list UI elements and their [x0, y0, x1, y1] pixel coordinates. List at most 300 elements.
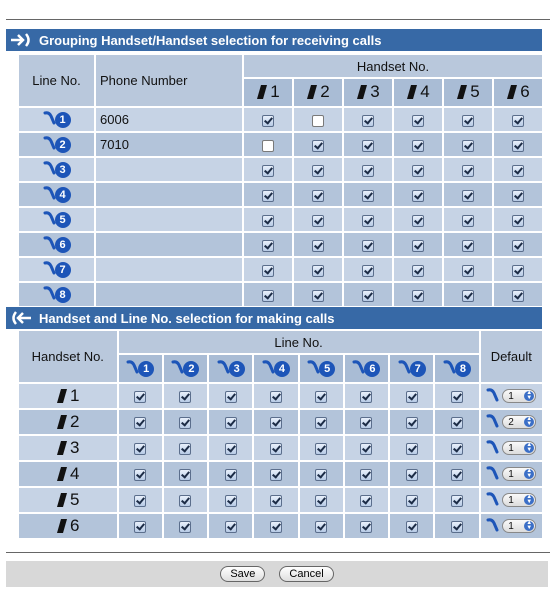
checkbox[interactable] — [462, 240, 474, 252]
check-cell — [344, 258, 392, 281]
check-cell — [209, 514, 252, 538]
check-cell — [444, 208, 492, 231]
line-number-badge: 1 — [55, 112, 71, 128]
checkbox[interactable] — [451, 417, 463, 429]
check-cell — [119, 436, 162, 460]
line-column-2 — [164, 355, 207, 382]
handset-number: 3 — [370, 82, 380, 101]
line-number-badge: 6 — [364, 361, 380, 377]
line-label — [171, 359, 199, 378]
checkbox[interactable] — [225, 495, 237, 507]
table-row — [19, 462, 542, 486]
line-label — [307, 359, 335, 378]
line-label — [43, 185, 71, 204]
handset-number: 2 — [70, 411, 80, 431]
making-table — [17, 329, 544, 540]
table-row — [19, 384, 542, 408]
check-cell — [494, 158, 542, 181]
table-row — [19, 133, 542, 156]
line-column-5 — [300, 355, 343, 382]
checkbox[interactable] — [362, 190, 374, 202]
checkbox[interactable] — [225, 391, 237, 403]
check-cell — [244, 158, 292, 181]
line-phone-icon — [486, 465, 500, 484]
check-cell — [294, 208, 342, 231]
phone-number-cell: 7010 — [100, 137, 129, 152]
default-line-value: 1 — [508, 442, 514, 454]
col-line-no: Line No. — [119, 331, 479, 353]
handset-label — [56, 386, 79, 406]
handset-icon — [56, 518, 68, 534]
default-line-select[interactable] — [502, 389, 536, 403]
default-line-value: 1 — [508, 390, 514, 402]
check-cell — [244, 133, 292, 156]
check-cell — [394, 283, 442, 306]
table-row — [19, 208, 542, 231]
checkbox[interactable] — [315, 469, 327, 481]
check-cell — [494, 208, 542, 231]
check-cell — [435, 488, 478, 512]
checkbox[interactable] — [462, 140, 474, 152]
handset-label — [506, 82, 529, 102]
receiving-table — [17, 53, 544, 308]
checkbox[interactable] — [270, 443, 282, 455]
line-cell — [19, 283, 94, 306]
checkbox[interactable] — [360, 521, 372, 533]
check-cell — [300, 488, 343, 512]
check-cell — [435, 410, 478, 434]
line-column-4 — [254, 355, 297, 382]
checkbox[interactable] — [406, 521, 418, 533]
handset-label — [306, 82, 329, 102]
checkbox[interactable] — [262, 290, 274, 302]
handset-label — [356, 82, 379, 102]
line-cell — [19, 208, 94, 231]
check-cell — [345, 514, 388, 538]
checkbox[interactable] — [362, 165, 374, 177]
line-number-badge: 7 — [410, 361, 426, 377]
checkbox[interactable] — [315, 495, 327, 507]
table-row — [19, 488, 542, 512]
checkbox[interactable] — [451, 521, 463, 533]
handset-icon — [306, 84, 318, 100]
table-row — [19, 410, 542, 434]
handset-icon — [56, 466, 68, 482]
checkbox[interactable] — [512, 140, 524, 152]
handset-icon — [356, 84, 368, 100]
checkbox[interactable] — [312, 140, 324, 152]
line-number-badge: 6 — [55, 237, 71, 253]
check-cell — [494, 108, 542, 131]
check-cell — [435, 514, 478, 538]
check-cell — [494, 283, 542, 306]
check-cell — [294, 158, 342, 181]
check-cell — [119, 462, 162, 486]
check-cell — [294, 108, 342, 131]
checkbox[interactable] — [406, 391, 418, 403]
handset-icon — [256, 84, 268, 100]
check-cell — [164, 436, 207, 460]
check-cell — [444, 133, 492, 156]
default-cell — [481, 462, 542, 486]
checkbox[interactable] — [179, 417, 191, 429]
check-cell — [394, 108, 442, 131]
check-cell — [209, 462, 252, 486]
check-cell — [164, 462, 207, 486]
default-cell — [481, 384, 542, 408]
making-section-header — [6, 307, 542, 329]
checkbox[interactable] — [362, 215, 374, 227]
checkbox[interactable] — [406, 495, 418, 507]
handset-number: 2 — [320, 82, 330, 101]
check-cell — [300, 384, 343, 408]
table-row — [19, 514, 542, 538]
table-row — [19, 233, 542, 256]
checkbox[interactable] — [362, 290, 374, 302]
table-row — [19, 108, 542, 131]
checkbox[interactable] — [179, 469, 191, 481]
checkbox[interactable] — [451, 469, 463, 481]
checkbox[interactable] — [134, 417, 146, 429]
checkbox[interactable] — [406, 443, 418, 455]
check-cell — [244, 208, 292, 231]
checkbox[interactable] — [512, 265, 524, 277]
col-handset-no: Handset No. — [19, 331, 117, 382]
line-number-badge: 8 — [55, 287, 71, 303]
checkbox[interactable] — [315, 443, 327, 455]
checkbox[interactable] — [134, 443, 146, 455]
handset-column-6 — [494, 79, 542, 106]
check-cell — [254, 436, 297, 460]
handset-label — [56, 438, 79, 458]
check-cell — [254, 514, 297, 538]
handset-label — [406, 82, 429, 102]
check-cell — [209, 488, 252, 512]
checkbox[interactable] — [412, 215, 424, 227]
check-cell — [390, 488, 433, 512]
checkbox[interactable] — [360, 391, 372, 403]
col-phone-number: Phone Number — [96, 55, 242, 106]
check-cell — [294, 233, 342, 256]
line-cell — [19, 183, 94, 206]
cancel-button[interactable]: Cancel — [279, 566, 333, 582]
check-cell — [294, 258, 342, 281]
line-number-badge: 4 — [55, 187, 71, 203]
check-cell — [345, 462, 388, 486]
default-line-select[interactable] — [502, 467, 536, 481]
check-cell — [209, 436, 252, 460]
line-number-badge: 5 — [319, 361, 335, 377]
checkbox[interactable] — [412, 115, 424, 127]
check-cell — [344, 183, 392, 206]
checkbox[interactable] — [179, 391, 191, 403]
checkbox[interactable] — [312, 265, 324, 277]
top-divider — [6, 19, 550, 20]
line-label — [443, 359, 471, 378]
table-row — [19, 283, 542, 306]
making-section-title: Handset and Line No. selection for making calls — [39, 310, 335, 326]
check-cell — [300, 436, 343, 460]
default-cell — [481, 488, 542, 512]
check-cell — [444, 258, 492, 281]
default-cell — [481, 514, 542, 538]
check-cell — [394, 158, 442, 181]
check-cell — [254, 488, 297, 512]
handset-icon — [56, 440, 68, 456]
default-line-select[interactable] — [502, 519, 536, 533]
handset-label — [56, 516, 79, 536]
incoming-arrow-icon — [9, 31, 33, 49]
checkbox[interactable] — [406, 417, 418, 429]
check-cell — [244, 233, 292, 256]
check-cell — [345, 384, 388, 408]
checkbox[interactable] — [225, 521, 237, 533]
line-number-badge: 7 — [55, 262, 71, 278]
handset-cell — [19, 514, 117, 538]
handset-cell — [19, 488, 117, 512]
line-column-8 — [435, 355, 478, 382]
handset-number: 1 — [70, 385, 80, 405]
line-label — [43, 260, 71, 279]
checkbox[interactable] — [512, 240, 524, 252]
line-phone-icon — [486, 413, 500, 432]
check-cell — [494, 183, 542, 206]
checkbox[interactable] — [270, 469, 282, 481]
check-cell — [119, 488, 162, 512]
phone-number-cell — [96, 183, 242, 206]
handset-column-5 — [444, 79, 492, 106]
checkbox[interactable] — [362, 140, 374, 152]
checkbox[interactable] — [451, 443, 463, 455]
outgoing-arrow-icon — [9, 309, 33, 327]
check-cell — [300, 514, 343, 538]
default-line-value: 1 — [508, 468, 514, 480]
handset-label — [56, 490, 79, 510]
phone-number-cell: 6006 — [100, 112, 129, 127]
select-arrows-icon: ▲ ▼ — [524, 495, 534, 505]
col-default: Default — [481, 331, 542, 382]
checkbox[interactable] — [362, 240, 374, 252]
checkbox[interactable] — [312, 165, 324, 177]
checkbox[interactable] — [312, 215, 324, 227]
checkbox[interactable] — [360, 495, 372, 507]
table-row — [19, 183, 542, 206]
checkbox[interactable] — [512, 165, 524, 177]
checkbox[interactable] — [312, 290, 324, 302]
checkbox[interactable] — [179, 495, 191, 507]
check-cell — [394, 133, 442, 156]
line-label — [43, 235, 71, 254]
handset-icon — [456, 84, 468, 100]
check-cell — [300, 462, 343, 486]
line-phone-icon — [486, 517, 500, 536]
checkbox[interactable] — [512, 115, 524, 127]
default-cell — [481, 410, 542, 434]
check-cell — [344, 208, 392, 231]
checkbox[interactable] — [451, 495, 463, 507]
checkbox[interactable] — [179, 443, 191, 455]
line-label — [43, 285, 71, 304]
checkbox[interactable] — [262, 115, 274, 127]
default-line-select[interactable] — [502, 415, 536, 429]
checkbox[interactable] — [512, 190, 524, 202]
line-cell — [19, 233, 94, 256]
checkbox[interactable] — [406, 469, 418, 481]
checkbox[interactable] — [462, 190, 474, 202]
checkbox[interactable] — [225, 443, 237, 455]
handset-column-4 — [394, 79, 442, 106]
checkbox[interactable] — [362, 265, 374, 277]
check-cell — [494, 258, 542, 281]
check-cell — [435, 462, 478, 486]
checkbox[interactable] — [262, 190, 274, 202]
checkbox[interactable] — [512, 290, 524, 302]
checkbox[interactable] — [225, 469, 237, 481]
handset-icon — [56, 492, 68, 508]
handset-label — [456, 82, 479, 102]
checkbox[interactable] — [312, 240, 324, 252]
checkbox[interactable] — [262, 240, 274, 252]
handset-column-1 — [244, 79, 292, 106]
handset-cell — [19, 462, 117, 486]
line-label — [352, 359, 380, 378]
check-cell — [394, 183, 442, 206]
checkbox[interactable] — [134, 391, 146, 403]
checkbox[interactable] — [462, 265, 474, 277]
default-line-select[interactable] — [502, 493, 536, 507]
select-arrows-icon: ▲ ▼ — [524, 391, 534, 401]
checkbox[interactable] — [315, 391, 327, 403]
line-column-7 — [390, 355, 433, 382]
checkbox[interactable] — [462, 215, 474, 227]
line-phone-icon — [486, 387, 500, 406]
checkbox[interactable] — [262, 215, 274, 227]
line-label — [43, 110, 71, 129]
handset-number: 5 — [70, 489, 80, 509]
line-label — [262, 359, 290, 378]
checkbox[interactable] — [412, 290, 424, 302]
line-number-badge: 3 — [229, 361, 245, 377]
check-cell — [344, 158, 392, 181]
checkbox[interactable] — [270, 391, 282, 403]
check-cell — [244, 258, 292, 281]
checkbox[interactable] — [179, 521, 191, 533]
check-cell — [390, 462, 433, 486]
default-line-select[interactable] — [502, 441, 536, 455]
line-column-1 — [119, 355, 162, 382]
phone-number-cell — [96, 283, 242, 306]
handset-label — [56, 464, 79, 484]
checkbox[interactable] — [315, 417, 327, 429]
checkbox[interactable] — [270, 495, 282, 507]
checkbox[interactable] — [412, 265, 424, 277]
checkbox[interactable] — [134, 521, 146, 533]
checkbox[interactable] — [360, 469, 372, 481]
checkbox[interactable] — [312, 115, 324, 127]
check-cell — [394, 258, 442, 281]
handset-label — [256, 82, 279, 102]
line-phone-icon — [486, 439, 500, 458]
check-cell — [344, 233, 392, 256]
checkbox[interactable] — [270, 417, 282, 429]
check-cell — [244, 108, 292, 131]
default-line-value: 2 — [508, 416, 514, 428]
default-line-value: 1 — [508, 494, 514, 506]
checkbox[interactable] — [412, 240, 424, 252]
checkbox[interactable] — [134, 469, 146, 481]
line-column-3 — [209, 355, 252, 382]
checkbox[interactable] — [315, 521, 327, 533]
line-number-badge: 2 — [183, 361, 199, 377]
checkbox[interactable] — [412, 140, 424, 152]
check-cell — [390, 384, 433, 408]
checkbox[interactable] — [512, 215, 524, 227]
checkbox[interactable] — [225, 417, 237, 429]
save-button[interactable]: Save — [220, 566, 265, 582]
checkbox[interactable] — [262, 265, 274, 277]
line-cell — [19, 108, 94, 131]
checkbox[interactable] — [360, 417, 372, 429]
checkbox[interactable] — [312, 190, 324, 202]
handset-icon — [56, 414, 68, 430]
checkbox[interactable] — [362, 115, 374, 127]
checkbox[interactable] — [360, 443, 372, 455]
checkbox[interactable] — [134, 495, 146, 507]
handset-number: 5 — [470, 82, 480, 101]
col-handset-no: Handset No. — [244, 55, 542, 77]
line-number-badge: 8 — [455, 361, 471, 377]
check-cell — [209, 410, 252, 434]
line-label — [43, 160, 71, 179]
check-cell — [345, 436, 388, 460]
check-cell — [390, 436, 433, 460]
check-cell — [244, 183, 292, 206]
handset-icon — [506, 84, 518, 100]
handset-icon — [406, 84, 418, 100]
handset-number: 4 — [420, 82, 430, 101]
checkbox[interactable] — [412, 190, 424, 202]
checkbox[interactable] — [462, 290, 474, 302]
check-cell — [119, 384, 162, 408]
check-cell — [444, 108, 492, 131]
checkbox[interactable] — [270, 521, 282, 533]
col-line-no: Line No. — [19, 55, 94, 106]
check-cell — [390, 410, 433, 434]
line-phone-icon — [486, 491, 500, 510]
check-cell — [294, 183, 342, 206]
select-arrows-icon: ▲ ▼ — [524, 417, 534, 427]
check-cell — [119, 514, 162, 538]
checkbox[interactable] — [462, 165, 474, 177]
handset-column-2 — [294, 79, 342, 106]
check-cell — [494, 233, 542, 256]
checkbox[interactable] — [462, 115, 474, 127]
receiving-section-title: Grouping Handset/Handset selection for receiving calls — [39, 32, 382, 48]
check-cell — [345, 488, 388, 512]
handset-column-3 — [344, 79, 392, 106]
check-cell — [435, 384, 478, 408]
checkbox[interactable] — [262, 165, 274, 177]
check-cell — [394, 208, 442, 231]
check-cell — [119, 410, 162, 434]
checkbox[interactable] — [451, 391, 463, 403]
check-cell — [209, 384, 252, 408]
checkbox[interactable] — [412, 165, 424, 177]
check-cell — [344, 108, 392, 131]
checkbox[interactable] — [262, 140, 274, 152]
check-cell — [345, 410, 388, 434]
check-cell — [254, 384, 297, 408]
